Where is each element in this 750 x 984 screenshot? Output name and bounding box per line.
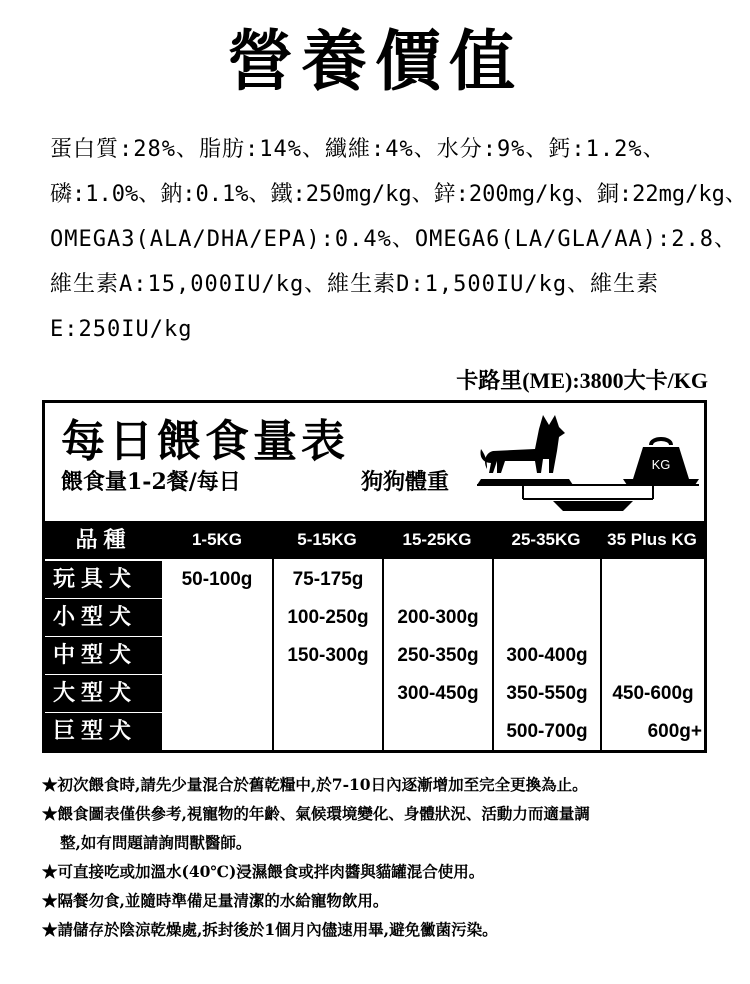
feeding-table-panel <box>42 400 707 753</box>
table-cell: 250-350g <box>397 645 479 666</box>
table-cell: 200-300g <box>397 607 479 628</box>
table-cell: 350-550g <box>506 683 588 704</box>
nutrition-line: E:250IU/kg <box>50 317 193 342</box>
column-header: 1-5KG <box>191 530 243 549</box>
column-header-breed: 品種 <box>75 527 132 553</box>
table-cell: 450-600g <box>612 683 694 704</box>
note-item: ★餵食圖表僅供參考,視寵物的年齡、氣候環境變化、身體狀況、活動力而適量調 <box>42 804 590 823</box>
table-cell: 150-300g <box>287 645 369 666</box>
nutrition-line: OMEGA3(ALA/DHA/EPA):0.4%、OMEGA6(LA/GLA/AA):2.8、 <box>50 227 738 252</box>
breed-label: 大型犬 <box>45 675 162 712</box>
nutrition-line: 蛋白質:28%、脂肪:14%、纖維:4%、水分:9%、鈣:1.2%、 <box>50 137 666 162</box>
calorie-info: 卡路里(ME):3800大卡/KG <box>456 368 708 393</box>
feeding-table-body <box>45 559 704 750</box>
table-cell: 50-100g <box>181 569 253 590</box>
dog-scale-illustration <box>473 407 703 517</box>
scale-base <box>553 501 633 511</box>
table-cell: 600g+ <box>647 721 702 742</box>
note-item: ★初次餵食時,請先少量混合於舊乾糧中,於7-10日內逐漸增加至完全更換為止。 <box>42 775 588 794</box>
nutrition-values <box>50 127 747 352</box>
feeding-notes <box>42 770 732 944</box>
column-header: 15-25KG <box>402 530 472 549</box>
note-item: ★隔餐勿食,並隨時準備足量清潔的水給寵物飲用。 <box>42 891 389 910</box>
breed-label: 中型犬 <box>45 637 162 674</box>
column-header: 25-35KG <box>511 530 581 549</box>
nutrition-line: 磷:1.0%、鈉:0.1%、鐵:250mg/kg、鋅:200mg/kg、銅:22mg/kg、 <box>50 182 747 207</box>
dog-icon <box>480 415 565 473</box>
scale-pan-right <box>623 479 699 485</box>
feed-amount-label: 餵食量1-2餐/每日 <box>61 469 241 495</box>
table-cell: 300-400g <box>506 645 588 666</box>
nutrition-line: 維生素A:15,000IU/kg、維生素D:1,500IU/kg、維生素 <box>50 272 660 297</box>
table-cell: 100-250g <box>287 607 369 628</box>
breed-label: 玩具犬 <box>45 561 162 598</box>
breed-label: 小型犬 <box>45 599 162 636</box>
feeding-table-title: 每日餵食量表 <box>61 416 349 467</box>
note-item: 整,如有問題請詢問獸醫師。 <box>60 833 252 852</box>
table-header <box>45 521 704 559</box>
column-header: 35 Plus KG <box>607 530 697 549</box>
table-cell: 300-450g <box>397 683 479 704</box>
weight-icon <box>633 439 689 479</box>
column-header: 5-15KG <box>297 530 357 549</box>
weight-label: KG <box>651 457 671 472</box>
note-item: ★請儲存於陰涼乾燥處,拆封後於1個月內儘速用畢,避免黴菌污染。 <box>42 920 498 939</box>
table-cell: 500-700g <box>506 721 588 742</box>
table-cell: 75-175g <box>292 569 364 590</box>
breed-label: 巨型犬 <box>45 713 162 750</box>
page-title: 營養價值 <box>227 23 523 100</box>
note-item: ★可直接吃或加溫水(40℃)浸濕餵食或拌肉醬與貓罐混合使用。 <box>42 862 485 881</box>
dog-weight-label: 狗狗體重 <box>361 469 450 495</box>
